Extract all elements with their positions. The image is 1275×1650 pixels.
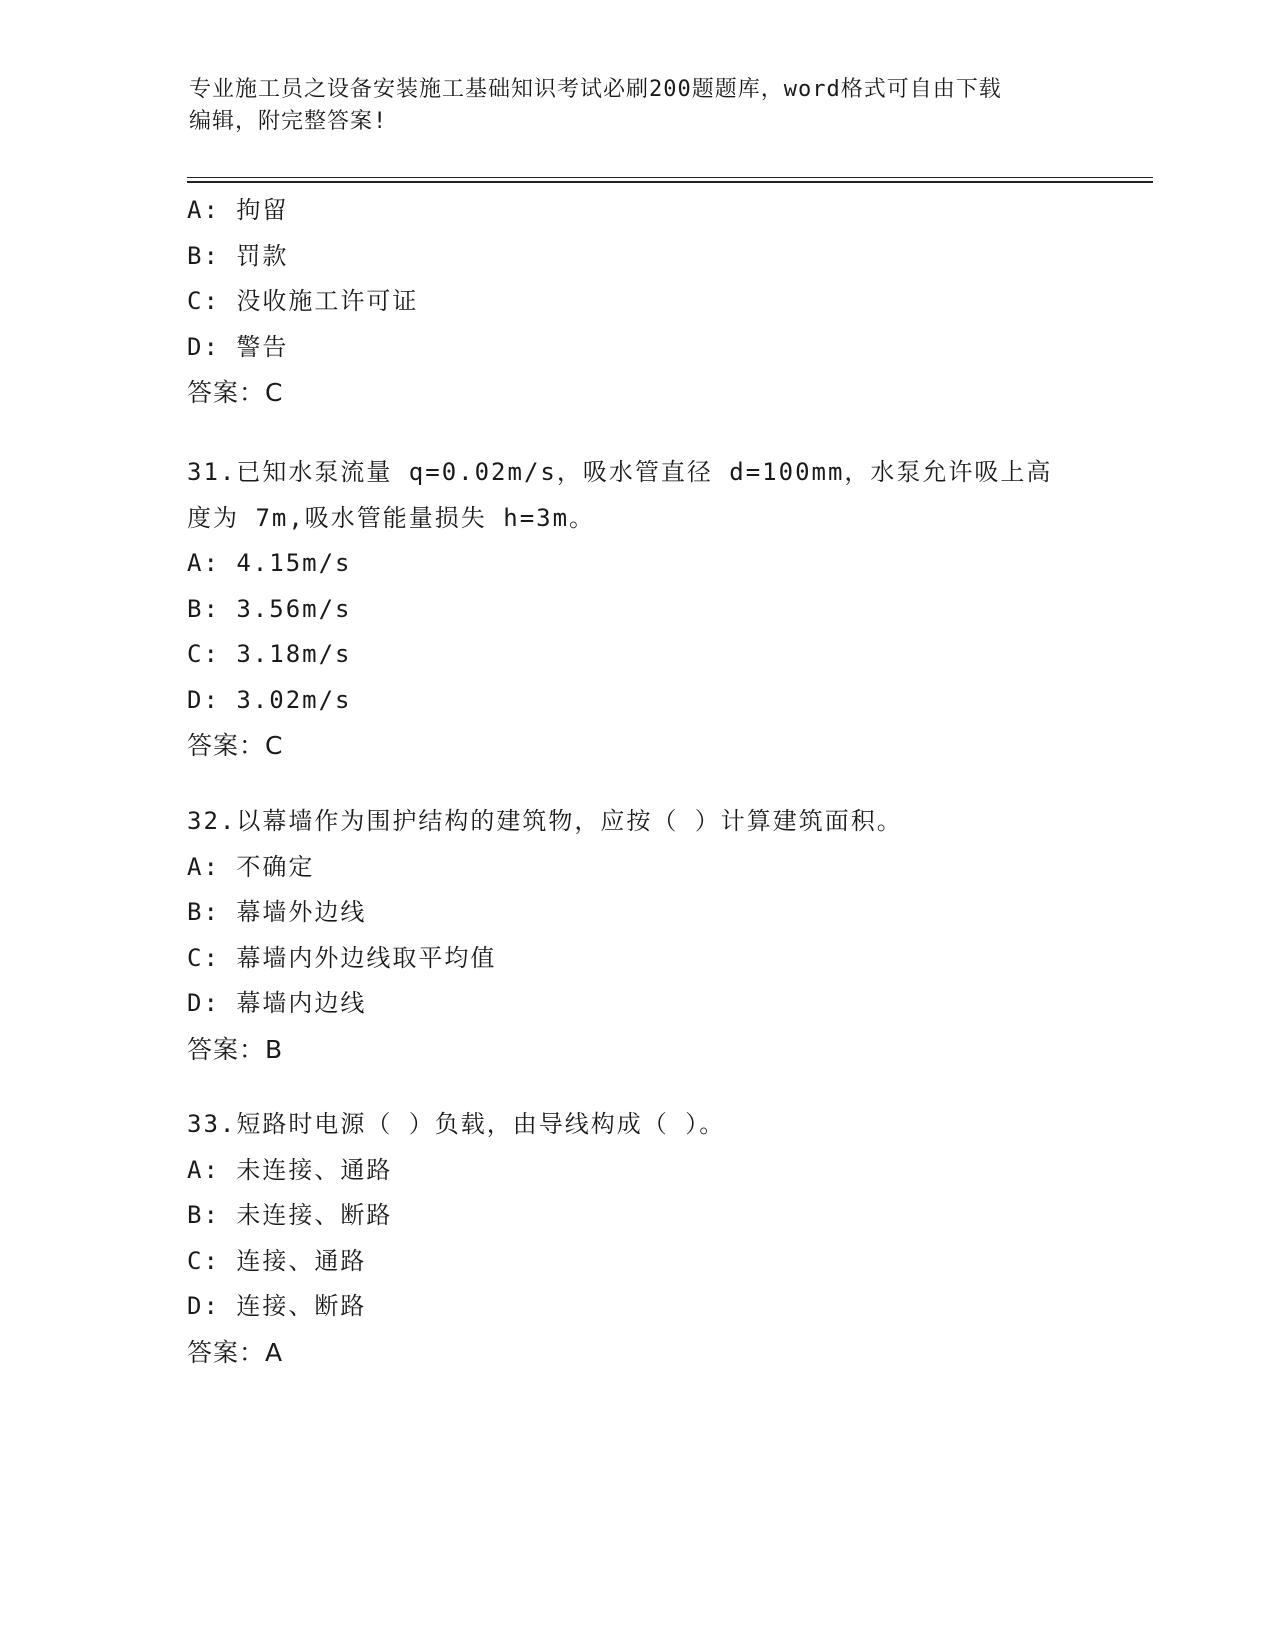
question-block-33 [187,1102,1067,1375]
question-text-line-1: 31.已知水泵流量 q=0.02m/s，吸水管直径 d=100mm，水泵允许吸上高 [187,458,1053,486]
option-d: D: 3.02m/s [187,685,352,714]
document-header [189,74,1089,138]
option-b: B: 3.56m/s [187,594,352,623]
option-b: B: 幕墙外边线 [187,898,367,926]
option-b: B: 罚款 [187,241,289,270]
option-d: D: 警告 [187,332,289,361]
answer-line: 答案：A [187,1337,284,1367]
option-a: A: 4.15m/s [187,549,352,577]
question-block-32 [187,799,1067,1072]
option-d: D: 连接、断路 [187,1292,367,1320]
answer-line: 答案：B [187,1034,284,1064]
option-b: B: 未连接、断路 [187,1201,393,1229]
option-a: A: 不确定 [187,852,315,881]
option-a: A: 未连接、通路 [187,1155,393,1184]
header-line-1: 专业施工员之设备安装施工基础知识考试必刷200题题库，word格式可自由下载 [189,77,1002,102]
header-line-2: 编辑，附完整答案! [189,109,388,134]
question-block-30-continued [187,188,1067,416]
option-c: C: 3.18m/s [187,640,352,668]
option-d: D: 幕墙内边线 [187,989,367,1017]
option-c: C: 没收施工许可证 [187,287,419,315]
answer-line: 答案：C [187,731,284,760]
question-text: 32.以幕墙作为围护结构的建筑物，应按（ ）计算建筑面积。 [187,807,903,835]
answer-line: 答案：C [187,378,284,407]
option-c: C: 幕墙内外边线取平均值 [187,943,497,972]
option-c: C: 连接、通路 [187,1246,367,1275]
header-divider-thick [187,181,1153,183]
question-block-31 [187,450,1067,769]
header-divider-thin [187,177,1153,178]
question-text-line-2: 度为 7m,吸水管能量损失 h=3m。 [187,503,596,532]
option-a: A: 拘留 [187,196,289,224]
question-text: 33.短路时电源（ ）负载，由导线构成（ ）。 [187,1110,726,1138]
